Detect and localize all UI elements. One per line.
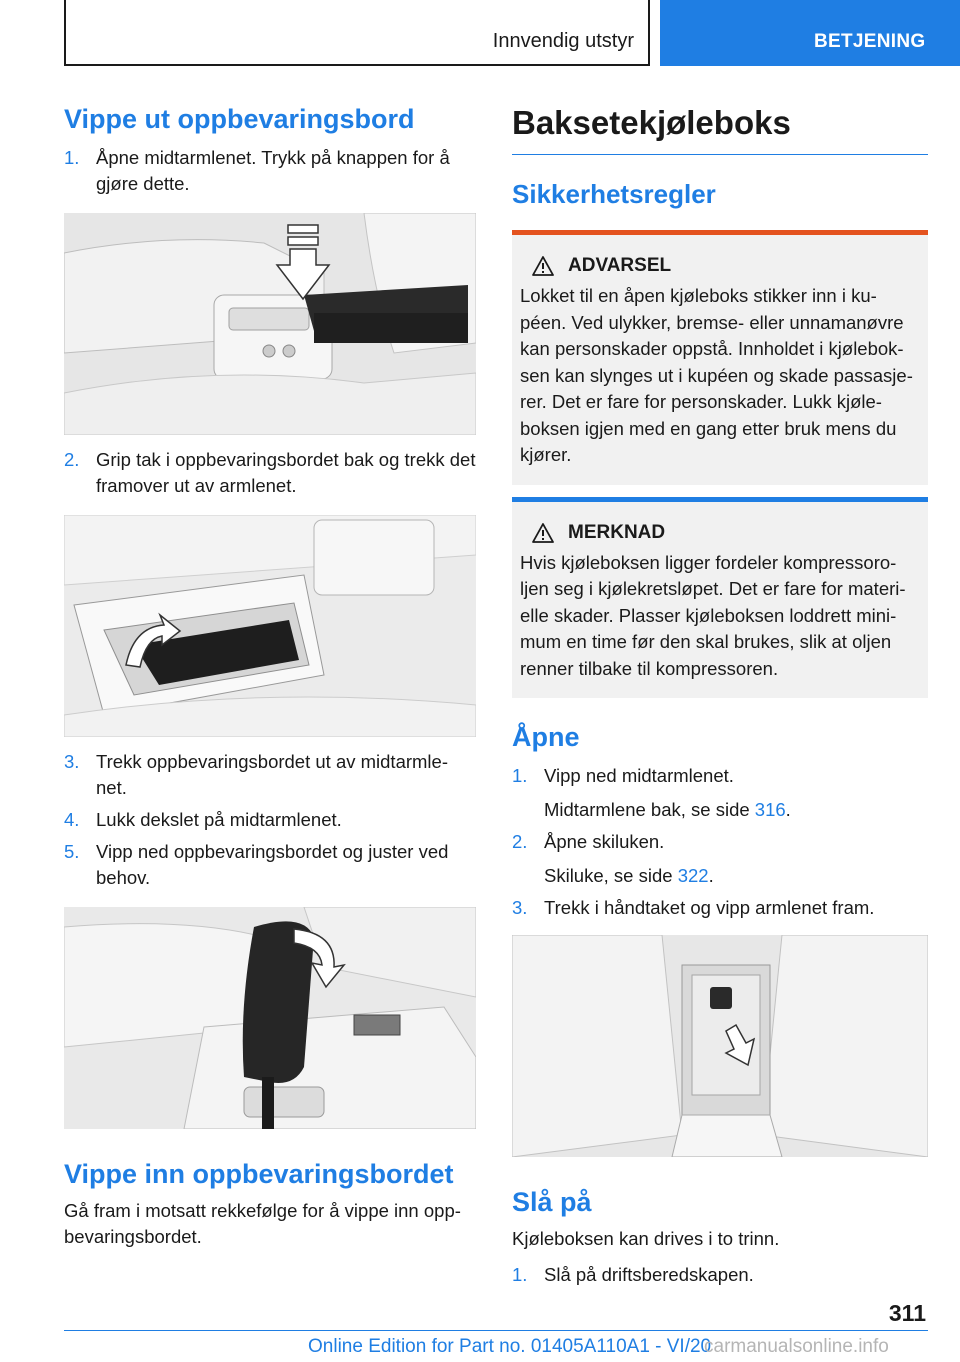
paragraph-vippe-inn: Gå fram i motsatt rekkefølge for å vippe inn opp-bevaringsbordet.: [64, 1200, 461, 1247]
step-text: Trekk i håndtaket og vipp armlenet fram.: [544, 897, 875, 918]
step-item: [512, 1262, 928, 1288]
step-number: 2.: [64, 449, 80, 470]
step-item: [512, 829, 928, 855]
step-number: 1.: [512, 765, 528, 786]
footer-watermark: carmanualsonline.info: [704, 1336, 889, 1357]
cross-reference: Midtarmlene bak, se side 316.: [544, 799, 791, 820]
warning-text: Lokket til en åpen kjøleboks stikker inn i ku-péen. Ved ulykker, bremse- eller unnamanøvre kan personskader oppstå. Innholdet i kjølebok-sen kan slynges ut i kupéen og skade passasje-rer. Det er fare for personskader. Lukk kjøle-boksen igjen med en gang etter bruk mens du kjører.: [520, 285, 913, 465]
step-text: Åpne skiluken.: [544, 831, 665, 852]
warning-triangle-icon: [532, 256, 554, 276]
illustration-armrest-button: [64, 213, 476, 435]
footer-edition: Online Edition for Part no. 01405A110A1 - VI/20: [308, 1336, 712, 1357]
notice-header: [520, 522, 920, 544]
paragraph-sla-pa: Kjøleboksen kan drives i to trinn.: [512, 1228, 780, 1249]
heading-baksetekjoleboks: Baksetekjøleboks: [512, 104, 928, 155]
step-text: Åpne midtarmlenet. Trykk på knappen for å gjøre dette.: [96, 147, 450, 194]
notice-box: [512, 497, 928, 699]
illustration-pull-table: [64, 515, 476, 737]
warning-header: [520, 255, 920, 277]
step-number: 1.: [512, 1264, 528, 1285]
heading-sla-pa: Slå på: [512, 1187, 592, 1217]
left-column: [64, 100, 476, 1250]
step-item: [64, 839, 476, 891]
step-number: 3.: [512, 897, 528, 918]
step-item: [64, 807, 476, 833]
heading-vippe-inn: Vippe inn oppbevaringsbordet: [64, 1159, 454, 1189]
warning-box: [512, 230, 928, 485]
step-number: 2.: [512, 831, 528, 852]
step-item: [512, 895, 928, 921]
step-item: [64, 447, 476, 499]
step-text: Vipp ned midtarmlenet.: [544, 765, 734, 786]
header-section-title: Innvendig utstyr: [492, 30, 634, 52]
page-link-316[interactable]: 316: [754, 799, 786, 820]
warning-label: ADVARSEL: [568, 255, 672, 276]
step-number: 5.: [64, 841, 80, 862]
heading-sikkerhetsregler: Sikkerhetsregler: [512, 179, 716, 209]
step-text: Grip tak i oppbevaringsbordet bak og trekk det framover ut av armlenet.: [96, 449, 476, 496]
step-number: 4.: [64, 809, 80, 830]
right-column: [512, 100, 928, 1288]
notice-label: MERKNAD: [568, 521, 666, 543]
notice-triangle-icon: [532, 523, 554, 543]
page-number: 311: [888, 1300, 926, 1326]
heading-vippe-ut: Vippe ut oppbevaringsbord: [64, 104, 415, 134]
heading-apne: Åpne: [512, 722, 580, 752]
cross-reference: Skiluke, se side 322.: [544, 865, 714, 886]
step-text: Slå på driftsberedskapen.: [544, 1264, 754, 1285]
footer-divider: [64, 1330, 928, 1331]
step-text: Vipp ned oppbevaringsbordet og juster ved behov.: [96, 841, 449, 888]
illustration-rear-armrest: [512, 935, 928, 1157]
page-link-322[interactable]: 322: [677, 865, 709, 886]
notice-text: Hvis kjøleboksen ligger fordeler kompressoro-ljen seg i kjølekretsløpet. Det er fare for materi-elle skader. Plasser kjøleboksen loddrett mini-mum en time før den skal brukes, slik at oljen renner tilbake til kompressoren.: [520, 551, 906, 679]
step-item: [64, 145, 476, 197]
cross-reference-text: Skiluke, se side: [544, 865, 678, 886]
header-section-box: [64, 0, 650, 66]
cross-reference-text: Midtarmlene bak, se side: [544, 799, 755, 820]
step-item: [64, 749, 476, 801]
step-text: Lukk dekslet på midtarmlenet.: [96, 809, 342, 830]
step-item: [512, 763, 928, 789]
illustration-fold-table: [64, 907, 476, 1129]
step-number: 1.: [64, 147, 80, 168]
header-chapter-title: BETJENING: [814, 31, 926, 52]
step-number: 3.: [64, 751, 80, 772]
header-chapter-tab: [660, 0, 960, 66]
step-text: Trekk oppbevaringsbordet ut av midtarmle-net.: [96, 751, 448, 798]
